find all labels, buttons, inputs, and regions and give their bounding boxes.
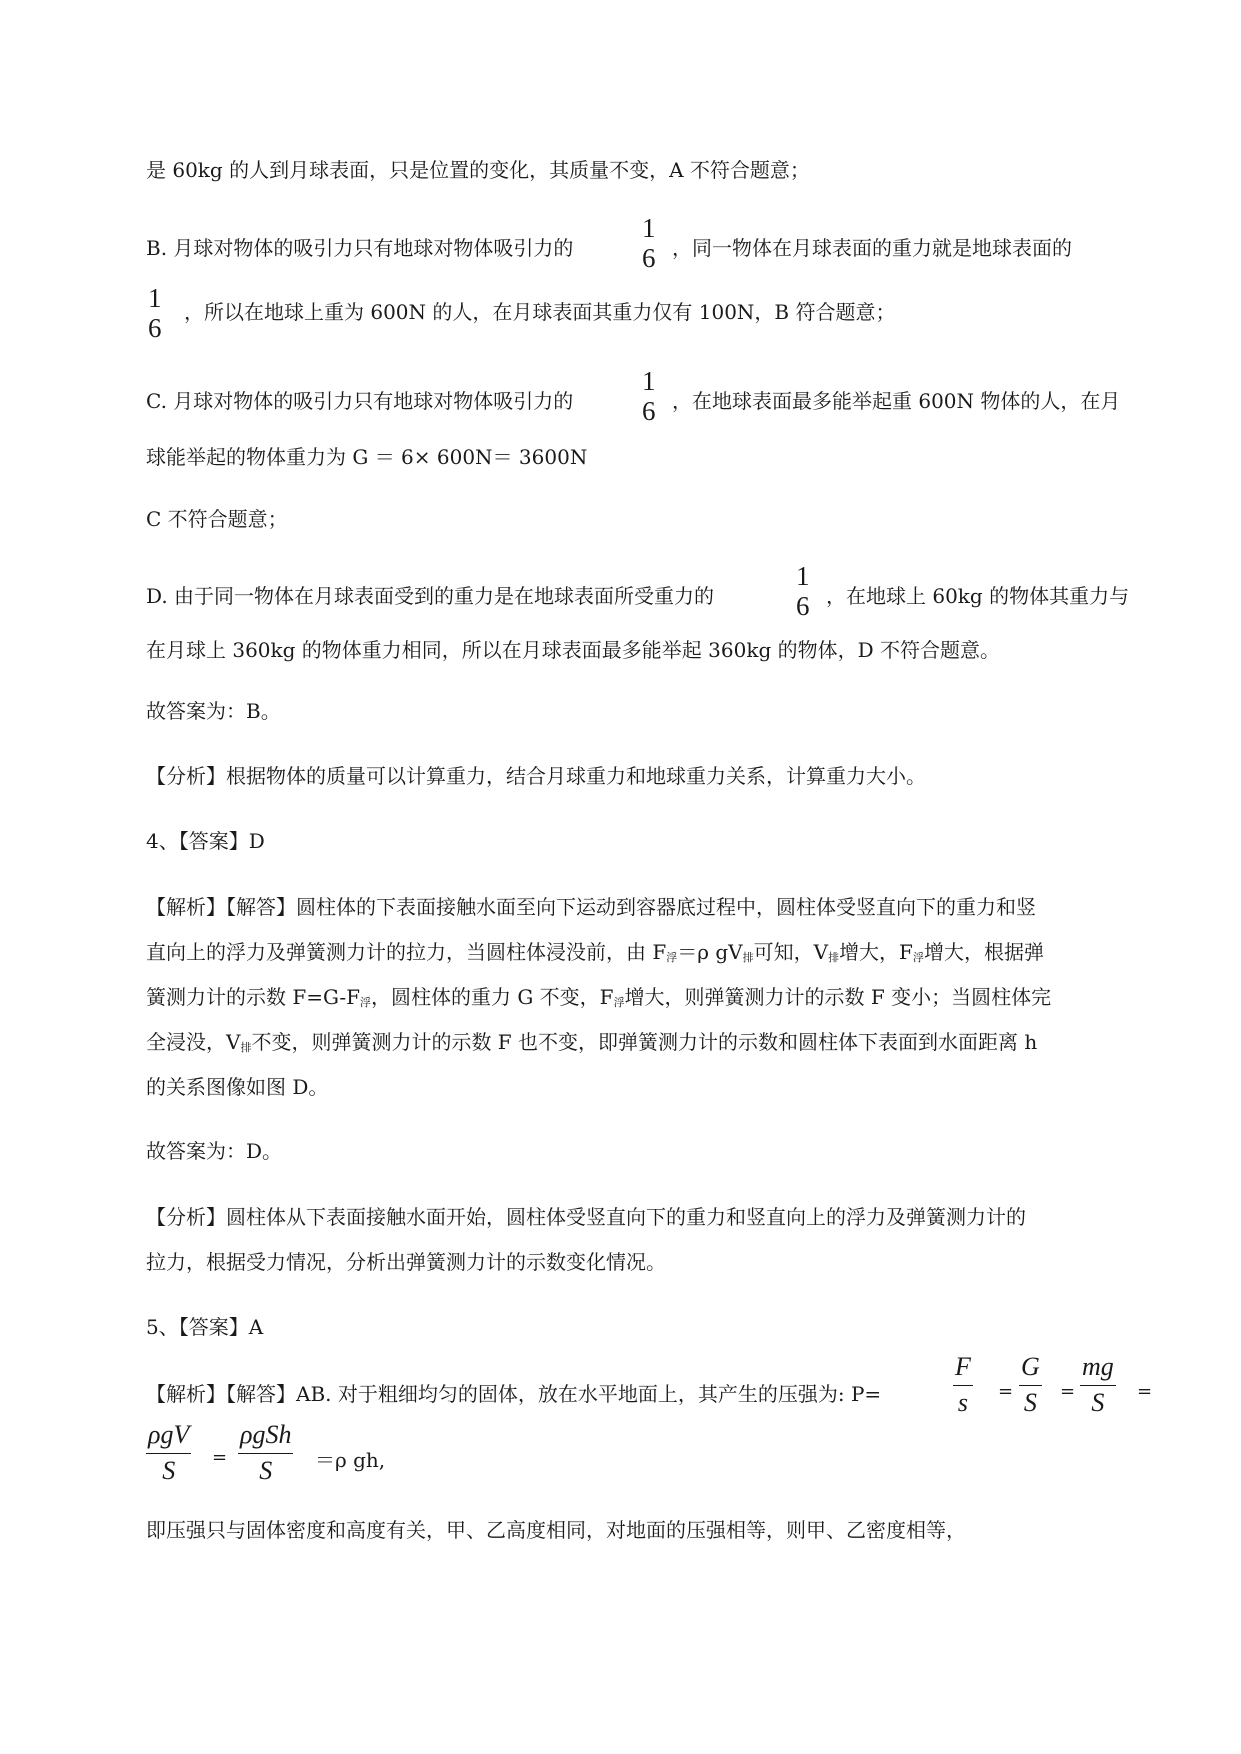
text-line: C. 月球对物体的吸引力只有地球对物体吸引力的 — [146, 389, 574, 413]
fraction-rho-g-v-over-s: ρgV S — [148, 1420, 190, 1485]
equals-sign: = — [212, 1447, 228, 1468]
text-line: C 不符合题意； — [146, 507, 288, 531]
text-line: 故答案为：D。 — [146, 1139, 283, 1163]
fraction-f-over-s: F s — [955, 1352, 971, 1417]
fraction-one-sixth: 1 6 — [148, 283, 162, 343]
text-line: 拉力，根据受力情况，分析出弹簧测力计的示数变化情况。 — [146, 1250, 666, 1274]
text-line: 的关系图像如图 D。 — [146, 1075, 329, 1099]
text-line: ，所以在地球上重为 600N 的人，在月球表面其重力仅有 100N，B 符合题意； — [184, 300, 896, 324]
fraction-rho-g-s-h-over-s: ρgSh S — [240, 1420, 292, 1485]
equals-sign: = — [998, 1381, 1014, 1402]
equals-sign: = — [1137, 1381, 1153, 1402]
fraction-one-sixth: 1 6 — [642, 213, 656, 273]
text-line: 是 60kg 的人到月球表面，只是位置的变化，其质量不变，A 不符合题意； — [146, 158, 810, 182]
text-line: 簧测力计的示数 F=G-F浮，圆柱体的重力 G 不变，F浮增大，则弹簧测力计的示数 F 变小；当圆柱体完 — [146, 985, 1052, 1009]
text-line: 【分析】根据物体的质量可以计算重力，结合月球重力和地球重力关系，计算重力大小。 — [146, 764, 926, 788]
text-line: ，在地球上 60kg 的物体其重力与 — [826, 584, 1130, 608]
text-line: ＝ρ gh, — [315, 1448, 386, 1472]
text-line: 直向上的浮力及弹簧测力计的拉力，当圆柱体浸没前，由 F浮＝ρ gV排可知，V排增大，F浮增大，根据弹 — [146, 940, 1044, 964]
text-line: 【解析】【解答】AB. 对于粗细均匀的固体，放在水平地面上，其产生的压强为: P= — [146, 1382, 882, 1406]
text-line: ，同一物体在月球表面的重力就是地球表面的 — [672, 236, 1072, 260]
text-line: 故答案为：B。 — [146, 699, 281, 723]
text-line: 【解析】【解答】圆柱体的下表面接触水面至向下运动到容器底过程中，圆柱体受竖直向下的重力和竖 — [146, 895, 1036, 919]
text-line: 【分析】圆柱体从下表面接触水面开始，圆柱体受竖直向下的重力和竖直向上的浮力及弹簧测力计的 — [146, 1205, 1026, 1229]
text-line: 4、【答案】D — [146, 829, 265, 853]
text-line: 全浸没，V排不变，则弹簧测力计的示数 F 也不变，即弹簧测力计的示数和圆柱体下表面到水面距离 h — [146, 1030, 1038, 1054]
text-line: ，在地球表面最多能举起重 600N 物体的人，在月 — [672, 389, 1121, 413]
text-line: 即压强只与固体密度和高度有关，甲、乙高度相同，对地面的压强相等，则甲、乙密度相等， — [146, 1518, 966, 1542]
fraction-one-sixth: 1 6 — [796, 561, 810, 621]
fraction-mg-over-s: mg S — [1082, 1352, 1114, 1417]
text-line: 5、【答案】A — [146, 1315, 264, 1339]
fraction-one-sixth: 1 6 — [642, 366, 656, 426]
text-line: D. 由于同一物体在月球表面受到的重力是在地球表面所受重力的 — [146, 584, 715, 608]
text-line: 在月球上 360kg 的物体重力相同，所以在月球表面最多能举起 360kg 的物体，D 不符合题意。 — [146, 638, 1001, 662]
fraction-g-over-s: G S — [1021, 1352, 1040, 1417]
text-line: 球能举起的物体重力为 G ＝ 6× 600N＝ 3600N — [146, 445, 588, 469]
text-line: B. 月球对物体的吸引力只有地球对物体吸引力的 — [146, 236, 574, 260]
equals-sign: = — [1060, 1381, 1076, 1402]
